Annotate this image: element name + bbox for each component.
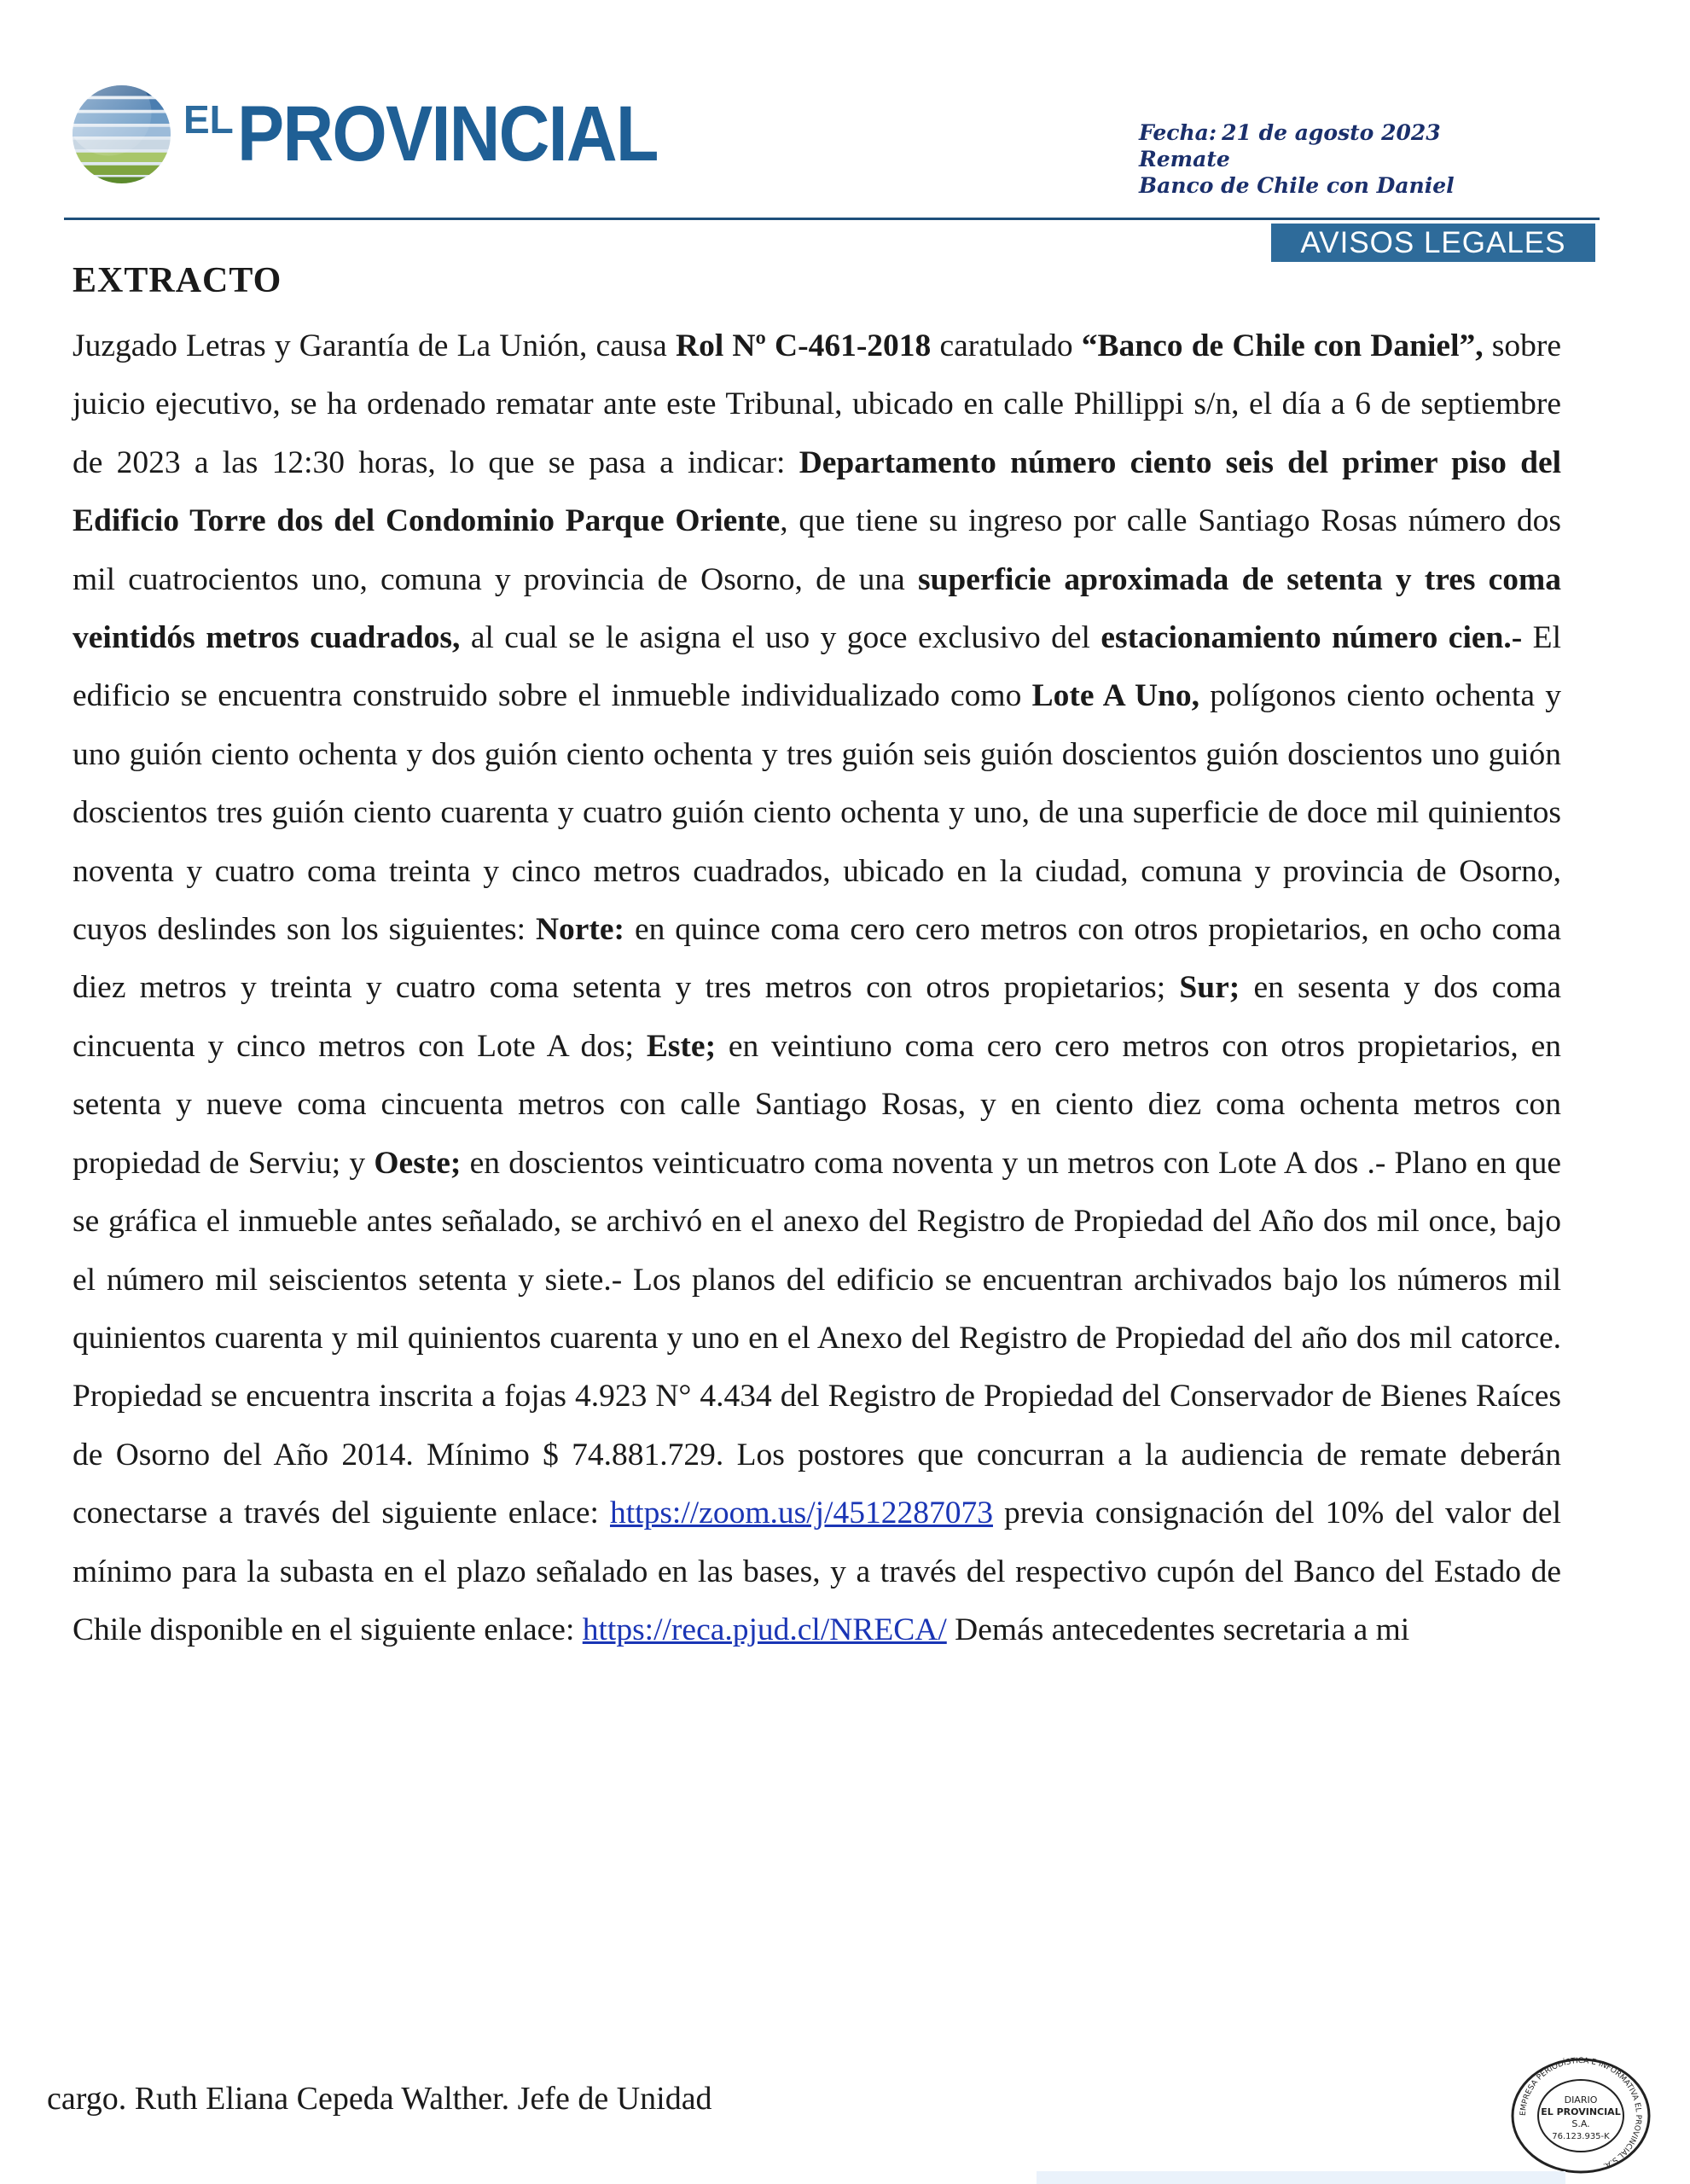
header-divider — [64, 218, 1600, 220]
logo-wordmark: PROVINCIAL — [236, 90, 658, 177]
case-name: Banco de Chile con Daniel — [1139, 173, 1455, 198]
body-text: El edificio se encuentra construido sobre el inmueble individualizado como — [73, 620, 1562, 714]
body-text: sobre juicio ejecutivo, se ha ordenado rematar ante este Tribunal, ubicado en calle Phillippi s/n, el día a 6 de septiembre de 2023 a las 12:30 horas, lo que se pasa a indicar: — [73, 328, 1562, 480]
stamp-line-3: S.A. — [1571, 2118, 1590, 2129]
reca-link[interactable]: https://reca.pjud.cl/NRECA/ — [582, 1612, 947, 1647]
section-tag: AVISOS LEGALES — [1271, 224, 1595, 262]
notice-meta — [1139, 119, 1455, 199]
date-row — [1139, 119, 1455, 146]
lot-name: Lote A Uno, — [1031, 678, 1200, 714]
body-text: polígonos ciento ochenta y uno guión ciento ochenta y dos guión ciento ochenta y tres guión seis guión doscientos guión doscientos uno guión doscientos tres guión ciento cuarenta y cuatro guión ciento ochenta y uno, de una superficie de doce mil quinientos noventa y cuatro coma treinta y cinco metros cuadrados, ubicado en la ciudad, comuna y provincia de Osorno, cuyos deslindes son los siguientes: — [73, 678, 1561, 948]
body-text: Demás antecedentes secretaria a mi — [946, 1612, 1410, 1647]
boundary-south: Sur; — [1179, 970, 1240, 1006]
logo-prefix: EL — [183, 97, 234, 142]
boundary-west: Oeste; — [374, 1145, 462, 1181]
case-title: “Banco de Chile con Daniel”, — [1081, 328, 1484, 363]
stamp-line-1: DIARIO — [1564, 2094, 1598, 2106]
stamp-line-4: 76.123.935-K — [1552, 2132, 1610, 2141]
property-area: superficie aproximada de setenta y tres coma veintidós metros cuadrados, — [73, 561, 1561, 656]
body-text: previa consignación del 10% del valor del mínimo para la subasta en el plazo señalado en las bases, y a través del respectivo cupón del Banco del Estado de Chile disponible en el siguiente enlace: — [73, 1496, 1561, 1647]
notice-type: Remate — [1139, 147, 1230, 171]
notice-body — [73, 317, 1561, 1659]
body-text: caratulado — [931, 328, 1082, 363]
body-text: en sesenta y dos coma cincuenta y cinco metros con Lote A dos; — [73, 970, 1562, 1064]
body-text: Juzgado Letras y Garantía de La Unión, causa — [73, 328, 676, 363]
date-value: 21 de agosto 2023 — [1222, 120, 1441, 145]
page-header — [0, 0, 1690, 264]
stamp-line-2: EL PROVINCIAL — [1541, 2106, 1621, 2117]
boundary-north: Norte: — [535, 912, 625, 948]
date-label: Fecha: — [1139, 120, 1217, 145]
globe-logo-icon — [68, 81, 175, 188]
parking-space: estacionamiento número cien.- — [1101, 620, 1523, 656]
notice-signature: cargo. Ruth Eliana Cepeda Walther. Jefe de Unidad — [47, 2081, 712, 2117]
body-text: en veintiuno coma cero cero metros con otros propietarios, en setenta y nueve coma cincuenta metros con calle Santiago Rosas, y en ciento diez coma ochenta metros con propiedad de Serviu; y — [73, 1028, 1561, 1181]
body-text: en quince coma cero cero metros con otros propietarios, en ocho coma diez metros y treinta y cuatro coma setenta y tres metros con otros propietarios; — [73, 912, 1561, 1006]
body-text: en doscientos veinticuatro coma noventa y un metros con Lote A dos .- Plano en que se gráfica el inmueble antes señalado, se archivó en el anexo del Registro de Propiedad del Año dos mil once, bajo el número mil seiscientos setenta y siete.- Los planos del edificio se encuentran archivados bajo los números mil quinientos cuarenta y mil quinientos cuarenta y uno en el Anexo del Registro de Propiedad del año dos mil catorce. Propiedad se encuentra inscrita a fojas 4.923 N° 4.434 del Registro de Propiedad del Conservador de Bienes Raíces de Osorno del Año 2014. Mínimo $ 74.881.729. Los postores que concurran a la audiencia de remate deberán conectarse a través del siguiente enlace: — [73, 1145, 1561, 1531]
el-provincial-logo — [68, 81, 704, 188]
boundary-east: Este; — [646, 1028, 717, 1064]
zoom-link[interactable]: https://zoom.us/j/4512287073 — [609, 1496, 993, 1531]
body-text: al cual se le asigna el uso y goce exclusivo del — [460, 620, 1101, 656]
case-role: Rol Nº C-461-2018 — [675, 328, 932, 363]
notice-title: EXTRACTO — [73, 261, 282, 300]
company-stamp — [1508, 2056, 1653, 2175]
body-text: , que tiene su ingreso por calle Santiago Rosas número dos mil cuatrocientos uno, comuna y provincia de Osorno, de una — [73, 503, 1561, 597]
footer-shade — [1037, 2171, 1565, 2184]
stamp-ring-path: EMPRESA PERIODÍSTICA E INFORMATIVA EL PROVINCIAL S.A. — [1519, 2056, 1643, 2170]
property-description: Departamento número ciento seis del primer piso del Edificio Torre dos del Condominio Parque Oriente — [73, 444, 1562, 539]
